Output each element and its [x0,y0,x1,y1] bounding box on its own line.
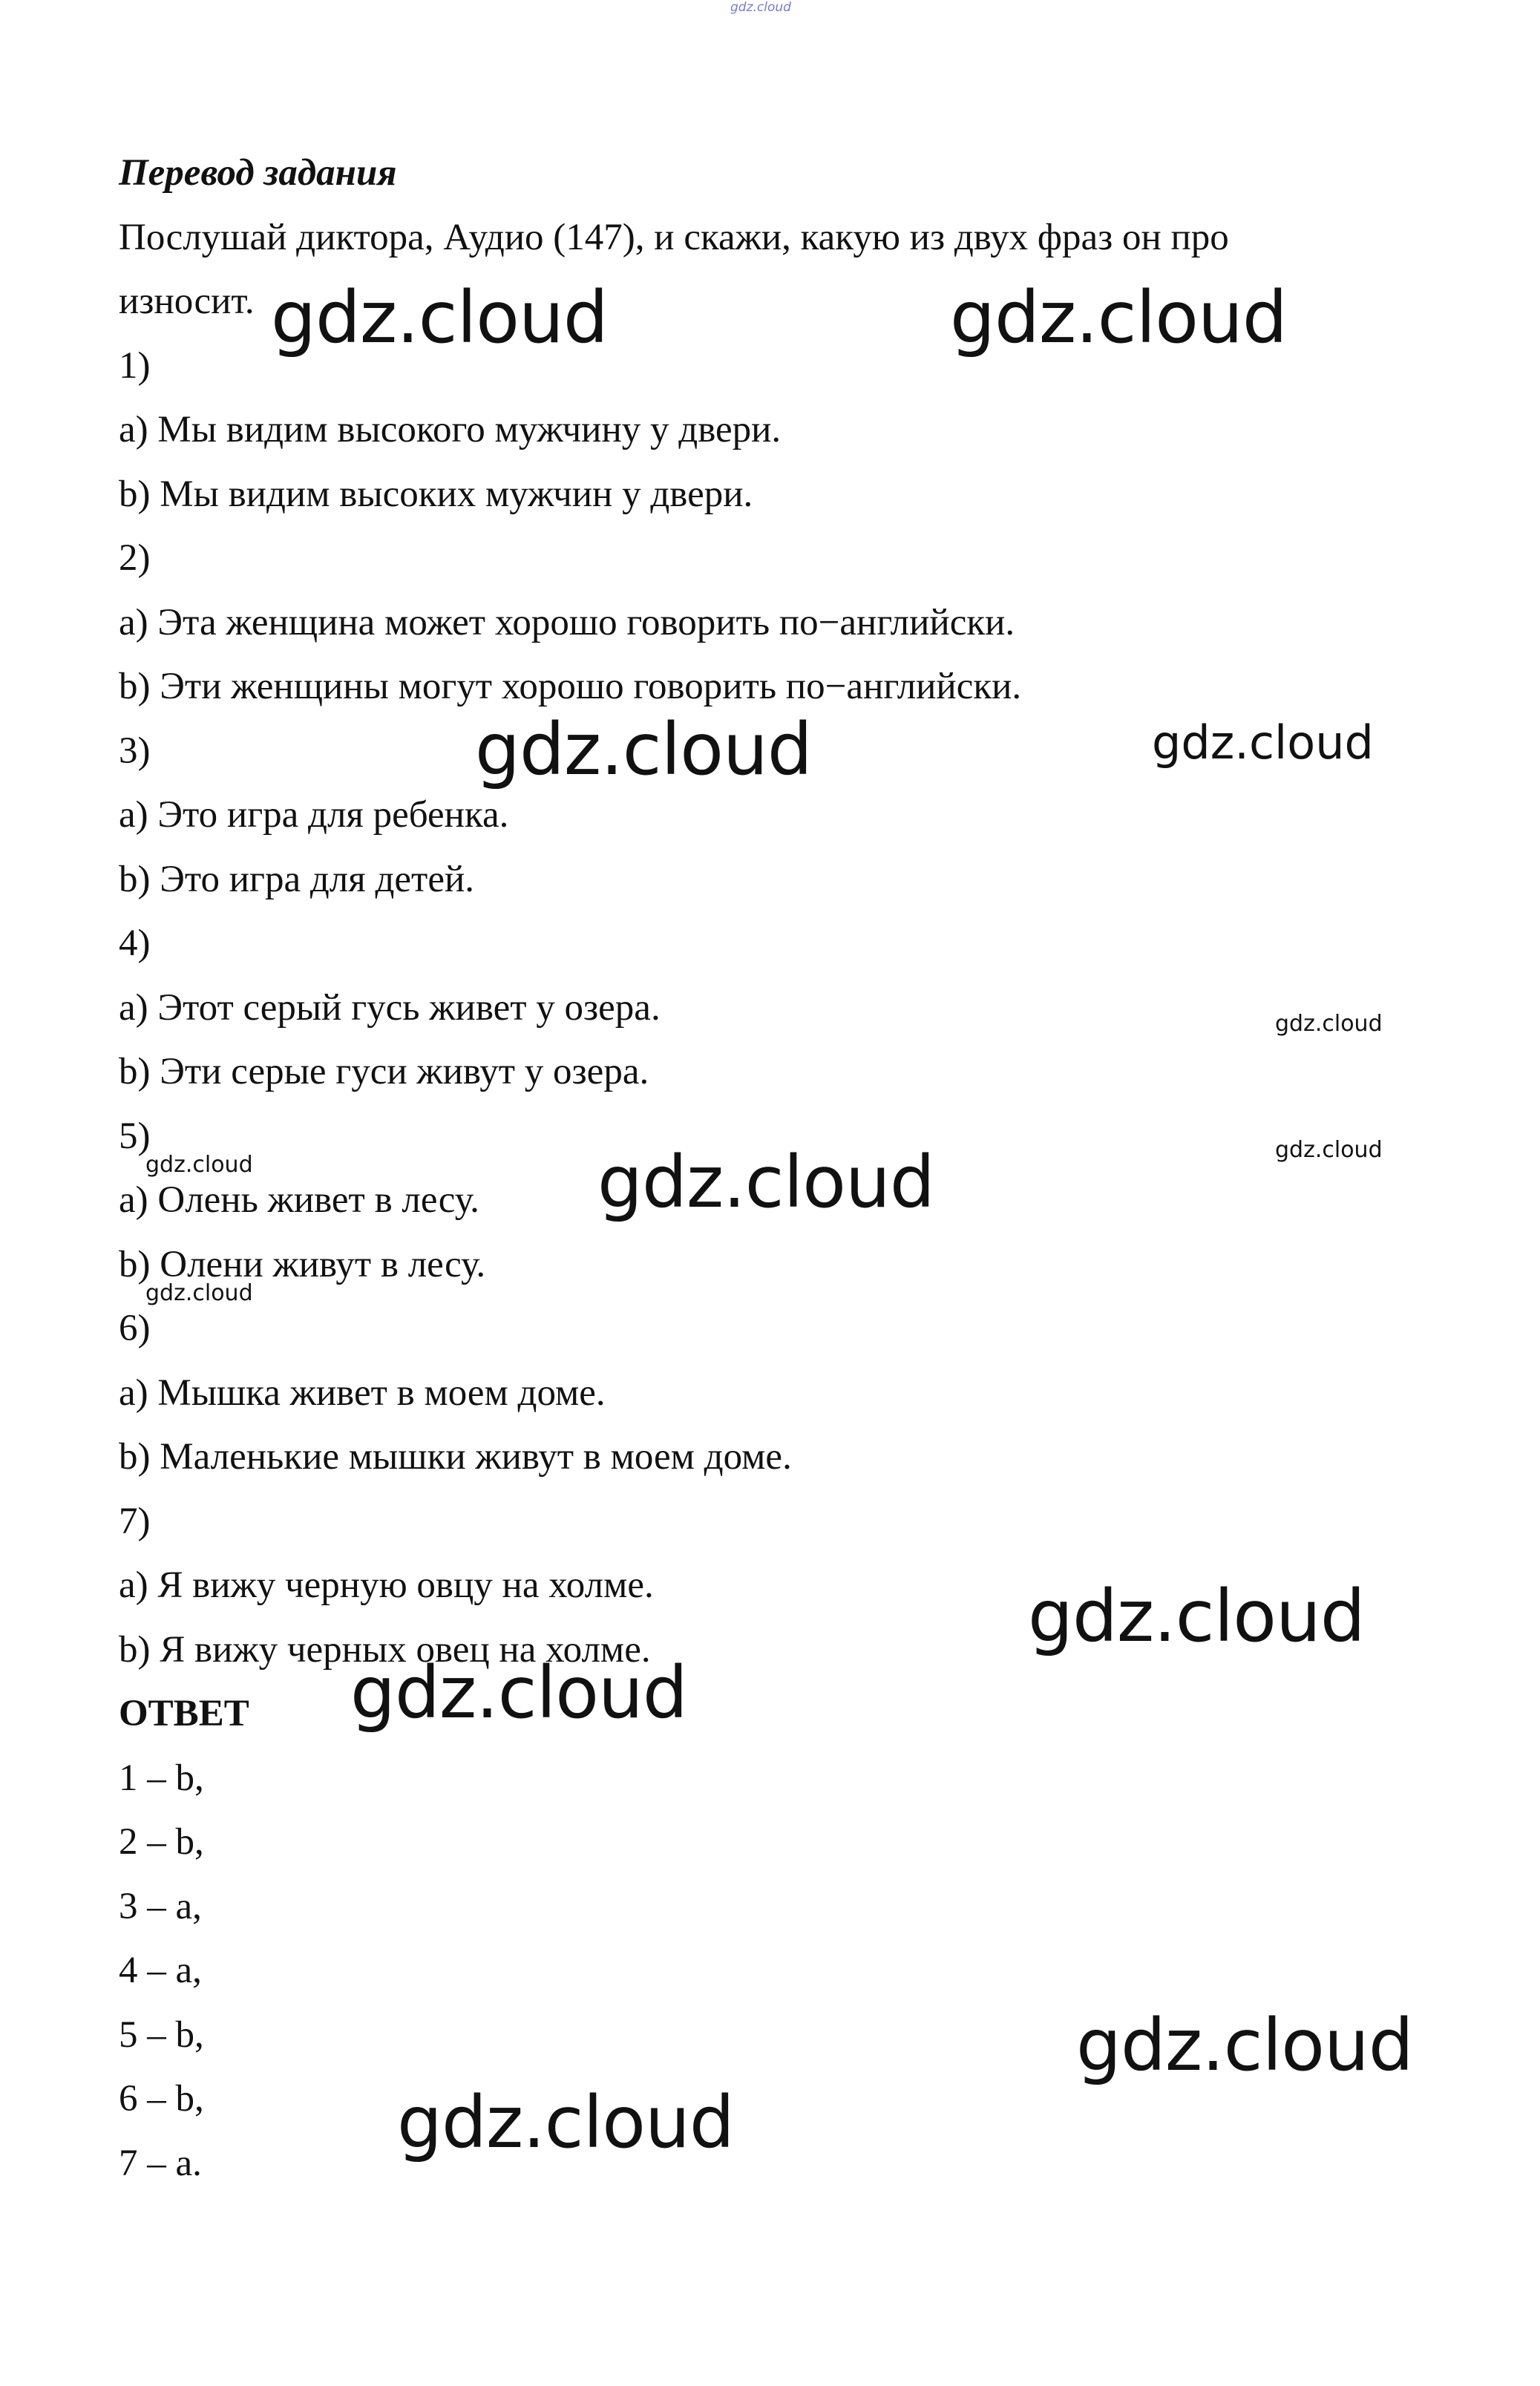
item-option-b: b) Это игра для детей. [119,858,475,900]
item-number: 1) [119,344,151,387]
item-option-b: b) Олени живут в лесу. [119,1243,486,1285]
item-option-a: a) Олень живет в лесу. [119,1179,479,1221]
item-number: 6) [119,1308,151,1349]
item-option-b: b) Маленькие мышки живут в моем доме. [119,1436,792,1478]
intro-text-line-2: износит. [119,281,255,322]
item-option-a: a) Я вижу черную овцу на холме. [119,1564,654,1606]
watermark: gdz.cloud [1028,1575,1365,1658]
watermark: gdz.cloud [950,276,1287,359]
watermark: gdz.cloud [1076,2004,1413,2087]
task-heading: Перевод задания [119,152,397,194]
watermark: gdz.cloud [397,2081,734,2164]
item-option-a: a) Мышка живет в моем доме. [119,1371,606,1414]
watermark: gdz.cloud [350,1651,687,1734]
answer-line: 6 – b, [119,2078,204,2120]
watermark: gdz.cloud [475,708,812,791]
watermark: gdz.cloud [1275,1011,1383,1037]
watermark: gdz.cloud [597,1141,934,1224]
answer-line: 4 – a, [119,1950,202,1991]
item-option-b: b) Мы видим высоких мужчин у двери. [119,473,753,515]
item-number: 7) [119,1500,151,1542]
item-option-b: b) Эти женщины могут хорошо говорить по−английски. [119,666,1022,707]
intro-text-line-1: Послушай диктора, Аудио (147), и скажи, какую из двух фраз он про [119,216,1229,258]
item-option-a: a) Этот серый гусь живет у озера. [119,986,661,1029]
item-option-a: a) Эта женщина может хорошо говорить по−английски. [119,601,1015,643]
answer-line: 1 – b, [119,1757,204,1799]
item-option-a: a) Мы видим высокого мужчину у двери. [119,409,782,450]
item-number: 5) [119,1115,151,1157]
watermark: gdz.cloud [145,1280,253,1306]
answer-line: 5 – b, [119,2013,204,2056]
item-option-b: b) Эти серые гуси живут у озера. [119,1051,649,1092]
item-number: 3) [119,730,151,772]
watermark: gdz.cloud [145,1152,253,1178]
answer-line: 7 – a. [119,2142,202,2184]
watermark: gdz.cloud [1152,715,1374,770]
watermark: gdz.cloud [271,276,608,359]
watermark-top: gdz.cloud [730,0,791,15]
item-number: 4) [119,922,151,964]
answer-heading: ОТВЕТ [119,1693,249,1734]
item-option-a: a) Это игра для ребенка. [119,794,509,836]
answer-line: 3 – a, [119,1885,202,1927]
item-option-b: b) Я вижу черных овец на холме. [119,1628,651,1671]
watermark: gdz.cloud [1275,1137,1383,1163]
answer-line: 2 – b, [119,1821,204,1863]
item-number: 2) [119,537,151,579]
